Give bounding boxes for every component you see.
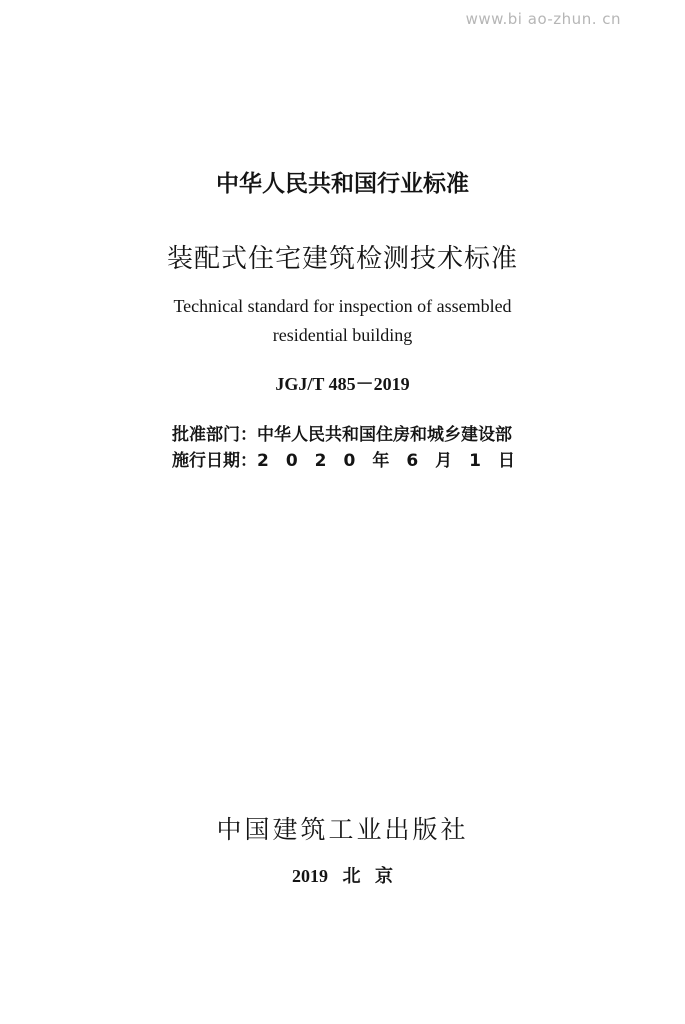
- effective-date: [172, 446, 532, 471]
- publisher-name: 中国建筑工业出版社: [216, 815, 469, 844]
- document-title-chinese: 装配式住宅建筑检测技术标准: [166, 244, 518, 274]
- publication-imprint: 2019 北 京: [292, 866, 393, 886]
- title-english-line-2: residential building: [272, 325, 413, 345]
- effective-date-value: 2020年6月1日: [257, 451, 532, 471]
- watermark-url: www.bi ao-zhun. cn: [465, 10, 621, 28]
- effective-date-label: 施行日期：: [172, 451, 257, 471]
- approval-label: 批准部门：: [172, 425, 257, 445]
- standard-code: JGJ/T 485－2019: [275, 374, 410, 394]
- title-english-line-1: Technical standard for inspection of assembled: [173, 296, 512, 316]
- approval-value: 中华人民共和国住房和城乡建设部: [257, 425, 512, 445]
- industry-standard-heading: 中华人民共和国行业标准: [216, 171, 469, 197]
- approval-department: [172, 420, 512, 445]
- document-title-english: [0, 292, 685, 350]
